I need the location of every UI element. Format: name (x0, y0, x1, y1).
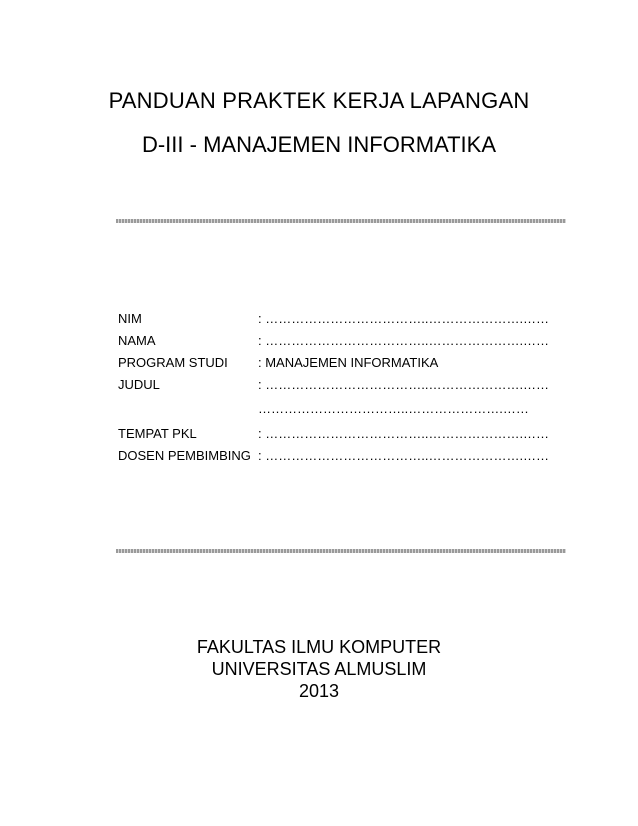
university-name: UNIVERSITAS ALMUSLIM (211, 659, 427, 679)
form-label-dosen-pembimbing: DOSEN PEMBIMBING (118, 448, 251, 463)
document-subtitle: D-III - MANAJEMEN INFORMATIKA (141, 132, 497, 157)
form-value-judul-continuation: ……………………………..………………….…… (258, 401, 529, 416)
form-value-nama: : ………………………………..………………….…… (258, 333, 550, 348)
faculty-name: FAKULTAS ILMU KOMPUTER (196, 637, 442, 657)
form-label-judul: JUDUL (118, 377, 160, 392)
form-value-program-studi: : MANAJEMEN INFORMATIKA (258, 355, 439, 370)
form-label-tempat-pkl: TEMPAT PKL (118, 426, 197, 441)
form-value-nim: : ………………………………..………………….…… (258, 311, 550, 326)
form-label-nim: NIM (118, 311, 142, 326)
form-value-dosen-pembimbing: : ………………………………..………………….…… (258, 448, 550, 463)
year: 2013 (298, 681, 340, 701)
footer-block (0, 636, 638, 702)
bottom-divider (116, 549, 566, 553)
form-label-program-studi: PROGRAM STUDI (118, 355, 228, 370)
form-label-nama: NAMA (118, 333, 156, 348)
top-divider (116, 219, 566, 223)
form-value-judul: : ………………………………..………………….…… (258, 377, 550, 392)
document-title: PANDUAN PRAKTEK KERJA LAPANGAN (108, 88, 530, 113)
form-value-tempat-pkl: : ………………………………..………………….…… (258, 426, 550, 441)
